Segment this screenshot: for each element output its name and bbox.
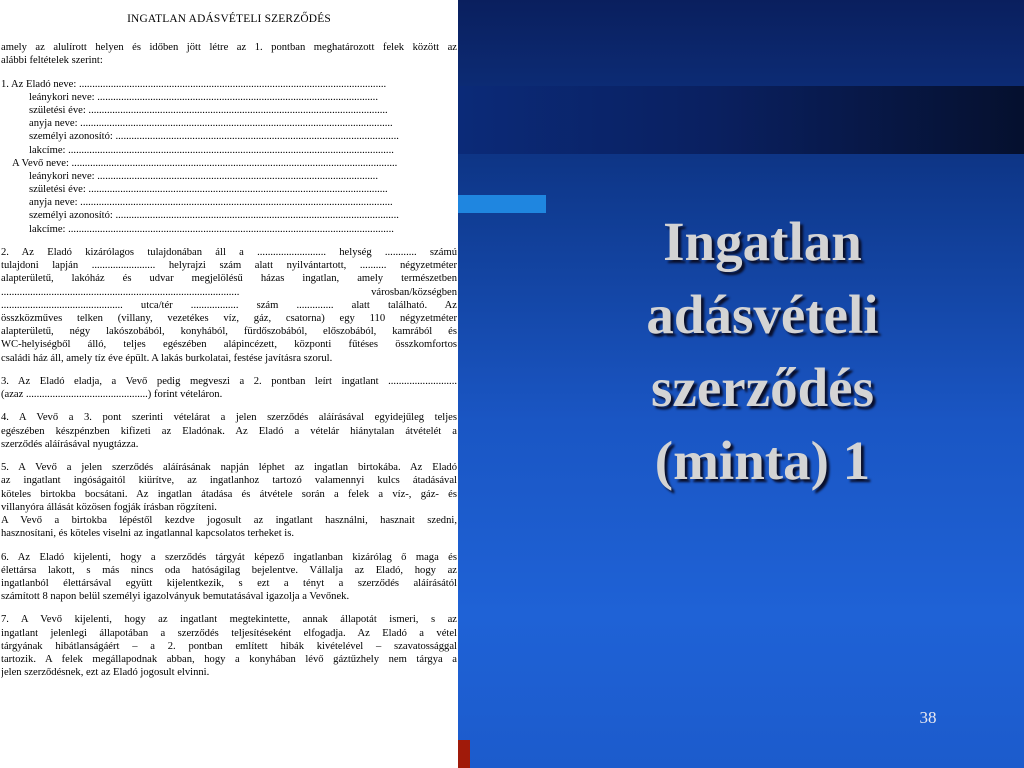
buyer-field: személyi azonosító: ........................................................................................................... [29, 210, 399, 222]
text-line: amely az alulírott helyen és időben jött létre az 1. pontban meghatározott felek között az [1, 42, 457, 53]
buyer-name-line: A Vevő neve: ........................................................................................................................... [12, 157, 398, 169]
seller-field: leánykori neve: .......................................................................................................... [29, 91, 378, 103]
text-line: tartozik. A felek megállapodnak abban, hogy a konyhában lévő gáztűzhely nem tárgya a [1, 654, 457, 665]
text-line: (azaz ..............................................) forint vételáron. [1, 389, 223, 401]
slide-number: 38 [919, 708, 937, 727]
buyer-field: születési éve: ................................................................................................................. [29, 184, 388, 196]
section-5 [1, 461, 457, 540]
text-line: jelen szerződésnek, ezt az Eladó jogosult elvinni. [1, 667, 210, 679]
buyer-field: lakcíme: ........................................................................................................................... [29, 223, 394, 235]
text-line: A Vevő a birtokba lépéstől kezdve jogosult az ingatlant használni, hasznait szedni, [1, 514, 457, 526]
title-line: szerződés [651, 357, 874, 418]
text-line: összközműves telken (villany, vezetékes víz, gáz, csatorna) egy 110 négyzetméter [1, 312, 457, 324]
title-line: adásvételi [646, 284, 879, 345]
title-line: Ingatlan [663, 211, 862, 272]
text-line: WC-helyiségből álló, teljes egészében alápincézett, központi fűtéses összkomfortos [1, 339, 457, 351]
text-line: családi ház áll, amely tíz éve épült. A lakás burkolatai, festése javításra szorul. [1, 352, 333, 364]
buyer-field: anyja neve: ...................................................................................................................... [29, 197, 393, 209]
text-line: .............................................. utca/tér .................. szám .............. alatt található. Az [1, 299, 457, 311]
text-line: alapterületű, négy lakószobából, konyhából, fürdőszobából, előszobából, kamrából és [1, 326, 457, 338]
decorative-dark-band [458, 86, 1024, 154]
text-line: tárgyának hibátlanságáért – a 2. pontban említett hibák kivételével – szavatossággal [1, 640, 457, 652]
text-line: tulajdoni lapján ........................ helyrajzi szám alatt nyilvántartott, .......... négyzetméter [1, 260, 457, 272]
text-line: szerződés aláírásával nyugtázza. [1, 438, 139, 450]
seller-field: személyi azonosító: ........................................................................................................... [29, 131, 399, 143]
text-line: 6. Az Eladó kijelenti, hogy a szerződés tárgyát képező ingatlanban kizárólag ő maga és [1, 551, 457, 563]
text-line: számított 8 napon belül személyi igazolványuk bemutatásával igazolja a Vevőnek. [1, 591, 350, 603]
text-line: az ingatlant ingóságaitól kiürítve, az ingatlanhoz tartozó valamennyi kulcs átadásával [1, 475, 457, 487]
section-2 [1, 246, 457, 365]
text-line: .......................................................................................... városban/községben [1, 286, 457, 298]
contract-document-image [0, 0, 458, 768]
title-line: (minta) 1 [654, 430, 871, 491]
section-7 [1, 613, 457, 679]
text-line: 2. Az Eladó kizárólagos tulajdonában áll a .......................... helység ............ számú [1, 247, 457, 258]
slide-title [590, 205, 935, 497]
buyer-section [1, 157, 457, 236]
section-6 [1, 551, 457, 604]
buyer-field: leánykori neve: .......................................................................................................... [29, 170, 378, 182]
seller-section [1, 78, 457, 157]
seller-field: születési éve: ................................................................................................................. [29, 104, 388, 116]
text-line: élettársa lakott, s más nincs oda hatóságilag bejelentve. Vállalja az Eladó, hogy az [1, 564, 457, 576]
text-line: ingatlanból élettársával együtt kijelentkezik, s ezt a tényt a szerződés aláírásától [1, 577, 457, 589]
section-4 [1, 411, 457, 451]
text-line: 5. A Vevő a jelen szerződés aláírásának napján léphet az ingatlan birtokába. Az Eladó [1, 462, 457, 474]
contract-title: INGATLAN ADÁSVÉTELI SZERZŐDÉS [127, 13, 331, 25]
decorative-light-band [458, 195, 546, 213]
text-line: hasznosítani, és köteles viselni az ingatlannal kapcsolatos terheket is. [1, 528, 295, 540]
text-line: alapterületű, lakóház és udvar megjelölésű házas ingatlan, amely természetben [1, 273, 457, 285]
text-line: 4. A Vevő a 3. pont szerinti vételárat a jelen szerződés aláírásával egyidejűleg teljes [1, 412, 457, 424]
seller-name-line: 1. Az Eladó neve: .................................................................................................................... [1, 78, 387, 90]
text-line: egészében készpénzben kifizeti az Eladónak. Az Eladó a vételár hiánytalan átvételét a [1, 425, 457, 437]
seller-field: lakcíme: ........................................................................................................................... [29, 144, 394, 156]
seller-field: anyja neve: ...................................................................................................................... [29, 118, 393, 130]
decorative-red-block [458, 740, 470, 768]
text-line: villanyóra állását közösen fogják írásban rögzíteni. [1, 501, 217, 513]
text-line: köteles birtokba bocsátani. Az ingatlan átadása és átvétele során a felek a víz-, gáz- és [1, 488, 457, 500]
text-line: ingatlant jelenlegi állapotában a szerződés teljesítéseként elfogadja. Az Eladó a vétel [1, 627, 457, 639]
text-line: 3. Az Eladó eladja, a Vevő pedig megveszi a 2. pontban leírt ingatlant .......................... [1, 375, 457, 387]
section-3 [1, 375, 457, 401]
intro-paragraph [1, 41, 457, 67]
text-line: 7. A Vevő kijelenti, hogy az ingatlant megtekintette, annak állapotát ismeri, s az [1, 614, 457, 626]
contract-body [1, 41, 457, 679]
text-line: alábbi feltételek szerint: [1, 55, 103, 67]
